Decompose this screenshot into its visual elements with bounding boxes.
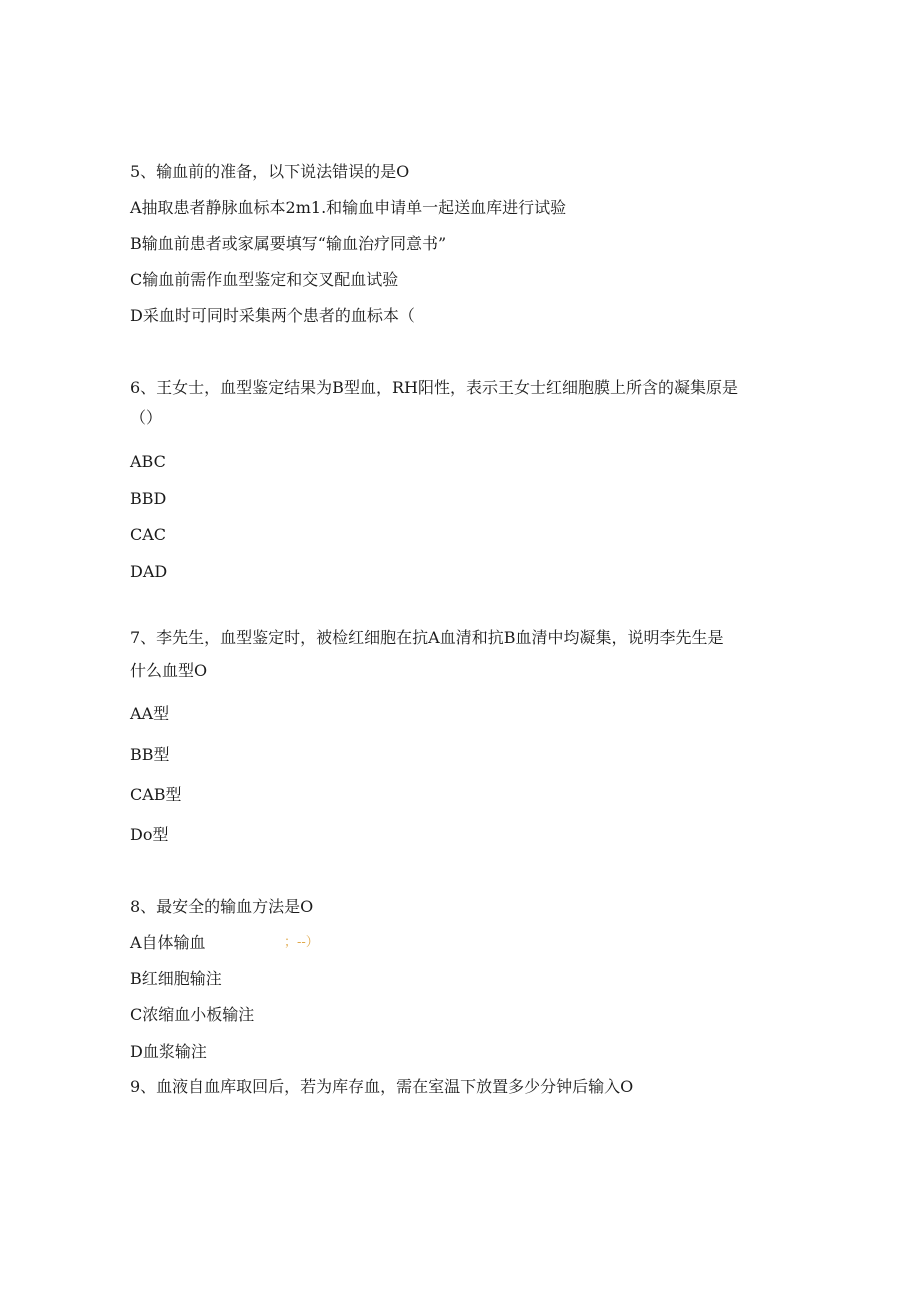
question-5-stem: 5、输血前的准备，以下说法错误的是O (130, 162, 410, 181)
question-8-option-b: B红细胞输注 (130, 969, 222, 988)
question-7-option-a: AA型 (130, 704, 170, 723)
question-6-option-c: CAC (130, 525, 167, 544)
question-7-option-b: BB型 (130, 745, 170, 764)
question-6-stem-line1: 6、王女士，血型鉴定结果为B型血，RH阳性，表示王女士红细胞膜上所含的凝集原是 (130, 378, 738, 397)
question-8-stem: 8、最安全的输血方法是O (130, 897, 314, 916)
question-5-option-a: A抽取患者静脉血标本2m1.和输血申请单一起送血库进行试验 (130, 198, 567, 217)
question-7-option-d: Do型 (130, 825, 169, 844)
question-7-option-c: CAB型 (130, 785, 182, 804)
question-6-option-a: ABC (130, 452, 166, 471)
question-9-stem: 9、血液自血库取回后，若为库存血，需在室温下放置多少分钟后输入O (130, 1077, 634, 1096)
question-5-option-b: B输血前患者或家属要填写“输血治疗同意书” (130, 234, 447, 253)
question-8-option-a: A自体输血 (130, 933, 206, 952)
question-8-option-d: D血浆输注 (130, 1042, 207, 1061)
question-8-option-c: C浓缩血小板输注 (130, 1005, 255, 1024)
question-7-stem-line1: 7、李先生，血型鉴定时，被检红细胞在抗A血清和抗B血清中均凝集，说明李先生是 (130, 628, 724, 647)
question-6-option-b: BBD (130, 489, 167, 508)
question-6-option-d: DAD (130, 562, 168, 581)
question-6-stem-line2: （） (130, 408, 163, 427)
stray-handwritten-mark: ；--） (284, 935, 319, 950)
question-5-option-d: D采血时可同时采集两个患者的血标本（ (130, 306, 415, 325)
question-7-stem-line2: 什么血型O (130, 661, 208, 680)
question-5-option-c: C输血前需作血型鉴定和交叉配血试验 (130, 270, 399, 289)
